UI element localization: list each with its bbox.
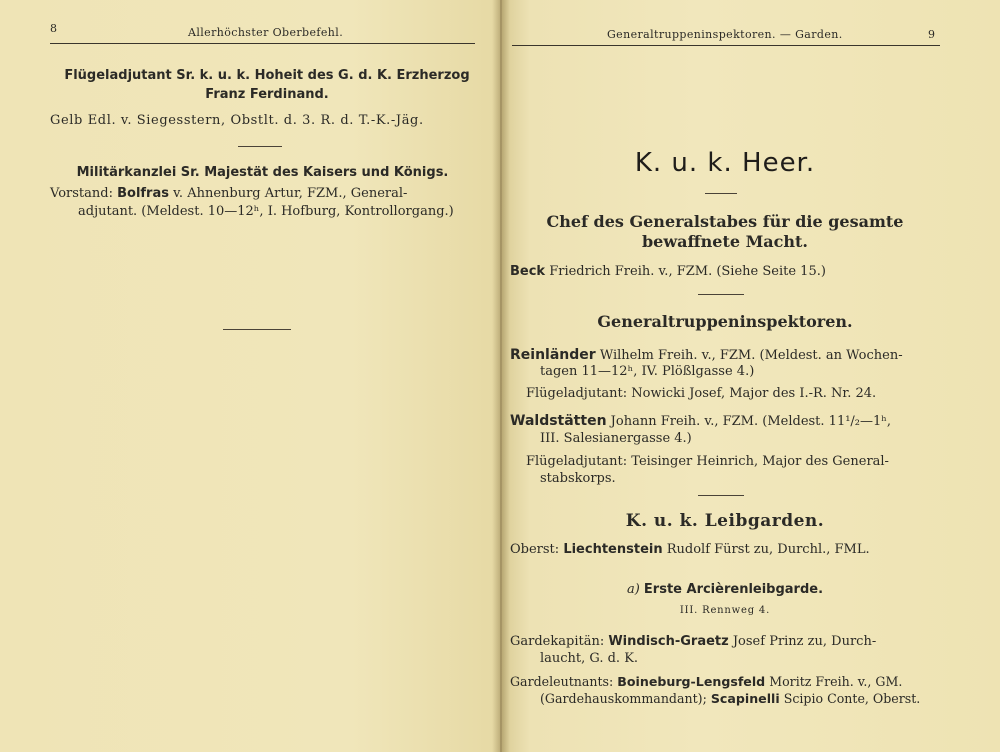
sub-address: III. Rennweg 4. [679,605,771,616]
main-title: K. u. k. Heer. [634,148,816,178]
divider-chief [698,294,744,295]
entry-name-scapinelli: Scapinelli [710,691,780,706]
entry-rest: Friedrich Freih. v., FZM. (Siehe Seite 15.) [549,264,826,279]
entry-name-waldstatten: Waldstätten [510,413,607,429]
entry-gardekapitan-line2: laucht, G. d. K. [540,651,639,666]
page-number-right: 9 [928,28,936,41]
running-head-right: Generaltruppeninspektoren. — Garden. [607,28,843,41]
entry-rest: Wilhelm Freih. v., FZM. (Meldest. an Wochen- [599,348,903,363]
book-gutter [492,0,510,752]
entry-name-bolfras: Bolfras [117,186,169,201]
entry-vorstand [50,186,407,201]
entry-gelb: Gelb Edl. v. Siegesstern, Obstlt. d. 3. R. d. T.-K.-Jäg. [50,113,424,128]
sub-heading-arcieren [510,582,940,597]
entry-gardeleutnants [510,674,902,689]
divider-inspectors [698,495,744,496]
entry-rest: Johann Freih. v., FZM. (Meldest. 11¹/₂—1ʰ, [610,414,892,429]
entry-rest: (Gardehauskommandant); [540,691,707,706]
entry-label: Vorstand: [50,186,113,201]
entry-label: Gardekapitän: [510,634,605,649]
page-number-left: 8 [50,22,58,35]
entry-reinlander-line2: tagen 11—12ʰ, IV. Plößlgasse 4.) [540,364,755,379]
guards-heading: K. u. k. Leibgarden. [625,511,825,531]
entry-rest: Josef Prinz zu, Durch- [732,634,877,649]
end-rule-left [223,329,291,330]
entry-name-liechtenstein: Liechtenstein [563,542,663,557]
entry-oberst [510,542,870,557]
sub-heading-prefix: a) [626,582,640,597]
entry-reinlander-aide: Flügeladjutant: Nowicki Josef, Major des I.-R. Nr. 24. [526,386,877,401]
entry-name-beck: Beck [510,264,546,279]
divider-short [238,146,282,147]
chief-heading: Chef des Generalstabes für die gesamte [546,212,904,231]
header-rule-right [512,45,940,46]
section-heading-flugeladjutant: Flügeladjutant Sr. k. u. k. Hoheit des G. d. K. Erzherzog [64,68,470,83]
header-rule-left [50,43,475,44]
entry-rest: Scipio Conte, Oberst. [783,691,921,706]
entry-name-boineburg: Boineburg-Lengsfeld [617,674,766,689]
entry-rest: Moritz Freih. v., GM. [769,674,903,689]
entry-label: Oberst: [510,542,560,557]
entry-gardekapitan [510,634,876,649]
entry-name-reinlander: Reinländer [510,347,596,363]
inspectors-heading: Generaltruppeninspektoren. [597,312,853,331]
entry-rest: v. Ahnenburg Artur, FZM., General- [173,186,408,201]
entry-waldstatten-line2: III. Salesianergasse 4.) [540,431,692,446]
entry-waldstatten [510,413,891,429]
entry-label: Gardeleutnants: [510,674,614,689]
entry-waldstatten-aide-line2: stabskorps. [540,471,616,486]
right-page [500,0,1000,752]
section-heading-flugeladjutant-line2: Franz Ferdinand. [205,87,329,102]
entry-beck [510,264,826,279]
entry-name-windisch-graetz: Windisch-Graetz [608,634,729,649]
running-head-left: Allerhöchster Oberbefehl. [188,26,344,39]
entry-gardeleutnants-line2 [540,691,920,706]
chief-heading-line2: bewaffnete Macht. [641,232,808,251]
sub-heading-text: Erste Arcièrenleibgarde. [643,582,824,597]
entry-waldstatten-aide: Flügeladjutant: Teisinger Heinrich, Major des General- [526,454,889,469]
entry-vorstand-line2: adjutant. (Meldest. 10—12ʰ, I. Hofburg, Kontrollorgang.) [78,204,454,219]
entry-rest: Rudolf Fürst zu, Durchl., FML. [666,542,870,557]
divider-title [705,193,737,194]
section-heading-militarkanzlei: Militärkanzlei Sr. Majestät des Kaisers und Königs. [76,165,449,180]
entry-reinlander [510,347,903,363]
